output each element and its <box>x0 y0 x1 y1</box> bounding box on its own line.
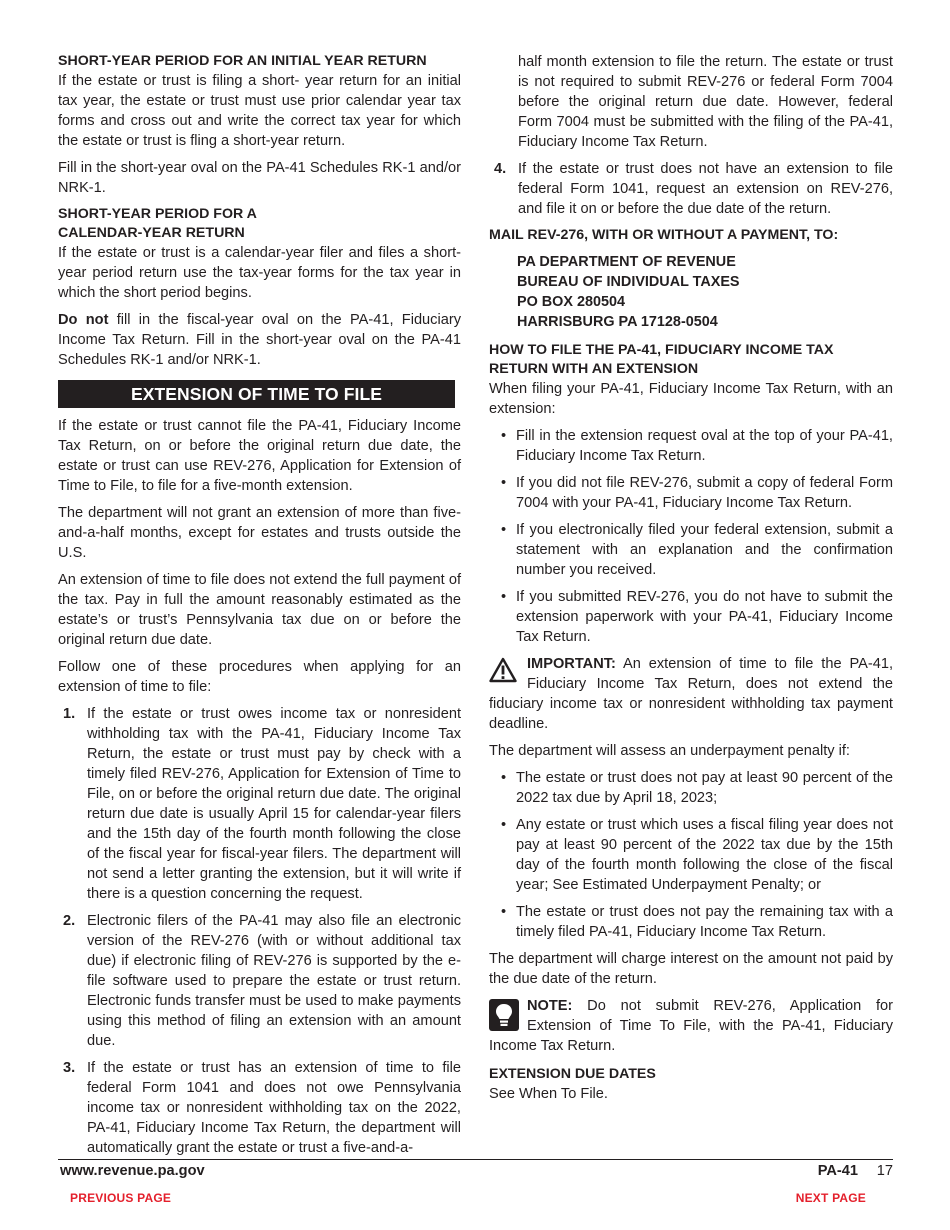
footer-form-name: PA-41 <box>817 1163 858 1179</box>
important-note: IMPORTANT: An extension of time to file the PA-41, Fiduciary Income Tax Return, does not extend the fiduciary income tax or nonresident withholding tax payment deadline. <box>489 656 893 732</box>
list-item: • The estate or trust does not pay at least 90 percent of the 2022 tax due by April 18, 2023; <box>489 768 893 808</box>
paragraph-extension-2: The department will not grant an extension of more than five-and-a-half months, except for estates and trusts outside the U.S. <box>58 505 461 561</box>
note-box: NOTE: Do not submit REV-276, Application for Extension of Time To File, with the PA-41, Fiduciary Income Tax Return. <box>489 998 893 1054</box>
mailing-address: PA DEPARTMENT OF REVENUE BUREAU OF INDIVIDUAL TAXES PO BOX 280504 HARRISBURG PA 17128-0504 <box>517 254 740 330</box>
list-item: • If you electronically filed your federal extension, submit a statement with an explanation and the confirmation number you received. <box>489 520 893 580</box>
paragraph-do-not: Do not fill in the fiscal-year oval on the PA-41, Fiduciary Income Tax Return. Fill in the short-year oval on the PA-41 Schedules RK-1 and/or NRK-1. <box>58 312 461 368</box>
heading-mail: MAIL REV-276, WITH OR WITHOUT A PAYMENT, TO: <box>489 227 839 243</box>
paragraph-fill-oval: Fill in the short-year oval on the PA-41 Schedules RK-1 and/or NRK-1. <box>58 160 461 196</box>
heading-due-dates: EXTENSION DUE DATES <box>489 1066 656 1082</box>
footer-divider <box>58 1159 893 1160</box>
right-column <box>489 52 893 1111</box>
list-item: • If you submitted REV-276, you do not have to submit the extension paperwork with your PA-41, Fiduciary Income Tax Return. <box>489 587 893 647</box>
procedure-item-continued: half month extension to file the return. The estate or trust is not required to submit REV-276 or federal Form 7004 before the original return due date. However, federal Form 7004 must be submitted with the filing of the PA-41, Fiduciary Income Tax Return. <box>518 54 893 150</box>
left-column <box>58 52 461 1165</box>
paragraph-interest: The department will charge interest on the amount not paid by the due date of the return. <box>489 951 893 987</box>
list-item: • Any estate or trust which uses a fiscal filing year does not pay at least 90 percent of the 2022 tax due by the 15th day of the fourth month following the close of the fiscal year; See Estimated Underpayment Penalty; or <box>489 815 893 895</box>
list-item: • Fill in the extension request oval at the top of your PA-41, Fiduciary Income Tax Return. <box>489 426 893 466</box>
paragraph-extension-4: Follow one of these procedures when applying for an extension of time to file: <box>58 659 461 695</box>
list-item: • If you did not file REV-276, submit a copy of federal Form 7004 with your PA-41, Fiduciary Income Tax Return. <box>489 473 893 513</box>
paragraph-due-dates: See When To File. <box>489 1086 608 1102</box>
procedure-item: 1. If the estate or trust owes income tax or nonresident withholding tax with the PA-41, Fiduciary Income Tax Return, the estate or trust must pay by check with a timely filed REV-276, Application for Extension of Time to File, on or before the original return due date. The original return due date is usually April 15 for calendar-year filers and the 15th day of the fourth month following the close of the fiscal year for fiscal-year filers. The department will not send a letter granting the extension, but it will write if there is a question concerning the request. <box>63 706 461 902</box>
procedure-item: 3. If the estate or trust has an extension of time to file federal Form 1041 and does not owe Pennsylvania income tax or nonresident withholding tax on the 2022, PA-41, Fiduciary Income Tax Return, the department will automatically grant the estate or trust a five-and-a- <box>63 1060 461 1156</box>
heading-short-year-calendar: SHORT-YEAR PERIOD FOR A CALENDAR-YEAR RETURN <box>58 206 257 241</box>
procedure-item: 2. Electronic filers of the PA-41 may also file an electronic version of the REV-276 (with or without additional tax due) if electronic filing of REV-276 is supported by the e-file software used to prepare the estate or trust return. Electronic funds transfer must be used to make payments using this method of filing an extension with an amount due. <box>63 913 461 1049</box>
lightbulb-icon <box>489 999 519 1033</box>
paragraph-penalty: The department will assess an underpayment penalty if: <box>489 743 850 759</box>
procedure-list <box>58 704 461 1158</box>
heading-how-to-file: HOW TO FILE THE PA-41, FIDUCIARY INCOME TAX RETURN WITH AN EXTENSION <box>489 342 834 377</box>
section-band-extension: EXTENSION OF TIME TO FILE <box>58 380 455 408</box>
procedure-item: 4. If the estate or trust does not have an extension to file federal Form 1041, request an extension on REV-276, and file it on or before the due date of the return. <box>494 161 893 217</box>
footer-page-number: 17 <box>876 1163 893 1179</box>
procedure-list-continued <box>489 52 893 219</box>
heading-short-year-initial: SHORT-YEAR PERIOD FOR AN INITIAL YEAR RETURN <box>58 53 427 69</box>
warning-icon <box>489 657 519 691</box>
paragraph-extension-3: An extension of time to file does not extend the full payment of the tax. Pay in full the amount reasonably estimated as the estate’s or trust’s Pennsylvania tax due on or before the original return due date. <box>58 572 461 648</box>
penalty-bullets <box>489 768 893 942</box>
paragraph-short-year-initial: If the estate or trust is filing a short- year return for an initial tax year, the estate or trust must use prior calendar year tax forms and cross out and write the correct tax year for which the estate or trust is fling a short-year return. <box>58 73 461 149</box>
footer-website-link[interactable]: www.revenue.pa.gov <box>60 1163 205 1179</box>
paragraph-short-year-calendar: If the estate or trust is a calendar-year filer and files a short-year period return use the tax-year forms for the tax year in which the short period begins. <box>58 245 461 301</box>
next-page-link[interactable]: NEXT PAGE <box>795 1191 866 1205</box>
paragraph-how-to-file: When filing your PA-41, Fiduciary Income Tax Return, with an extension: <box>489 381 893 417</box>
paragraph-extension-1: If the estate or trust cannot file the PA-41, Fiduciary Income Tax Return, on or before the original return due date, the estate or trust can use REV-276, Application for Extension of Time to File, to file for a five-month extension. <box>58 418 461 494</box>
how-to-file-bullets <box>489 426 893 647</box>
list-item: • The estate or trust does not pay the remaining tax with a timely filed PA-41, Fiduciary Income Tax Return. <box>489 902 893 942</box>
previous-page-link[interactable]: PREVIOUS PAGE <box>70 1191 172 1205</box>
